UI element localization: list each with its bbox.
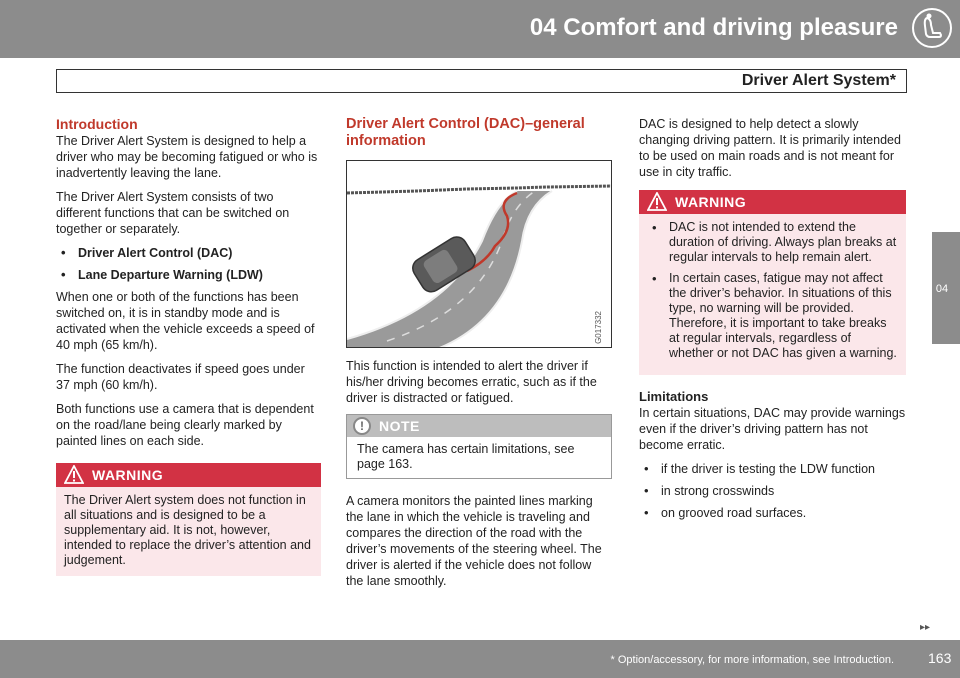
warning-box-2 [639, 190, 906, 375]
next-page-arrows[interactable]: ▸▸ [920, 622, 931, 633]
warning-label: WARNING [675, 194, 747, 210]
road-car-image [347, 161, 612, 348]
dac-paragraph-2: A camera monitors the painted lines marking the lane in which the vehicle is traveling and compares the direction of the road with the driver’s movements of the steering wheel. The driver is alerted if the vehicle does not follow the lane smoothly. [346, 494, 602, 588]
footer-note: * Option/accessory, for more information, see Introduction. [610, 654, 894, 666]
intro-paragraph-5: Both functions use a camera that is dependent on the road/lane being clearly marked by painted lines on each side. [56, 402, 314, 448]
dac-heading: Driver Alert Control (DAC)–general information [346, 116, 585, 149]
limitations-heading: Limitations [639, 389, 709, 404]
intro-paragraph-1: The Driver Alert System is designed to help a driver who may be becoming fatigued or who is inadvertently leaving the lane. [56, 134, 318, 180]
note-box [346, 414, 612, 479]
list-item: • in strong crosswinds [639, 483, 906, 499]
section-title-box [56, 69, 907, 93]
road-illustration [346, 160, 612, 348]
warning-box [56, 463, 321, 576]
warning-triangle-icon [64, 465, 84, 484]
warning-label: WARNING [92, 467, 164, 483]
info-icon: ! [353, 417, 371, 435]
column-2 [346, 116, 612, 597]
note-text: The camera has certain limitations, see page 163. [357, 442, 575, 471]
page-number: 163 [928, 650, 952, 666]
note-header [347, 415, 611, 437]
column-3 [639, 116, 906, 527]
chapter-title: 04 Comfort and driving pleasure [529, 14, 898, 41]
dac-paragraph-1: This function is intended to alert the driver if his/her driving becomes erratic, such as if the driver is distracted or fatigued. [346, 359, 597, 405]
warning-text: The Driver Alert system does not function in all situations and is designed to be a supplementary aid. It is not, however, intended to replace the driver’s attention and judgement. [64, 493, 311, 567]
section-title: Driver Alert System* [741, 72, 896, 89]
intro-paragraph-3: When one or both of the functions has been switched on, it is in standby mode and is activated when the vehicle exceeds a speed of 40 mph (65 km/h). [56, 290, 315, 352]
warning-triangle-icon [647, 192, 667, 211]
list-item: • DAC is not intended to extend the duration of driving. Always plan breaks at regular intervals to help remain alert. [647, 220, 898, 265]
list-item: • if the driver is testing the LDW function [639, 461, 906, 477]
column-1 [56, 116, 321, 576]
warning-header [56, 463, 321, 487]
list-item: • In certain cases, fatigue may not affect the driver’s behavior. In situations of this type, no warning will be provided. Therefore, it is important to take breaks at regular intervals, regardless of whether or not DAC has given a warning. [647, 271, 898, 361]
seat-icon [912, 8, 952, 48]
illustration-id: G017332 [594, 311, 603, 344]
intro-paragraph-4: The function deactivates if speed goes under 37 mph (60 km/h). [56, 362, 305, 392]
dac-paragraph-3: DAC is designed to help detect a slowly changing driving pattern. It is primarily intended to be used on main roads and is not meant for use in city traffic. [639, 117, 901, 179]
chapter-side-tab-label: 04 [935, 283, 949, 295]
introduction-heading: Introduction [56, 116, 138, 132]
list-item: • on grooved road surfaces. [639, 505, 906, 521]
intro-paragraph-2: The Driver Alert System consists of two different functions that can be switched on together or separately. [56, 190, 290, 236]
list-item: • Lane Departure Warning (LDW) [56, 267, 321, 283]
warning-list [639, 214, 906, 375]
note-label: NOTE [379, 418, 420, 434]
warning-header [639, 190, 906, 214]
list-item: • Driver Alert Control (DAC) [56, 245, 321, 261]
limitations-paragraph: In certain situations, DAC may provide warnings even if the driver’s driving pattern has not become erratic. [639, 406, 906, 452]
